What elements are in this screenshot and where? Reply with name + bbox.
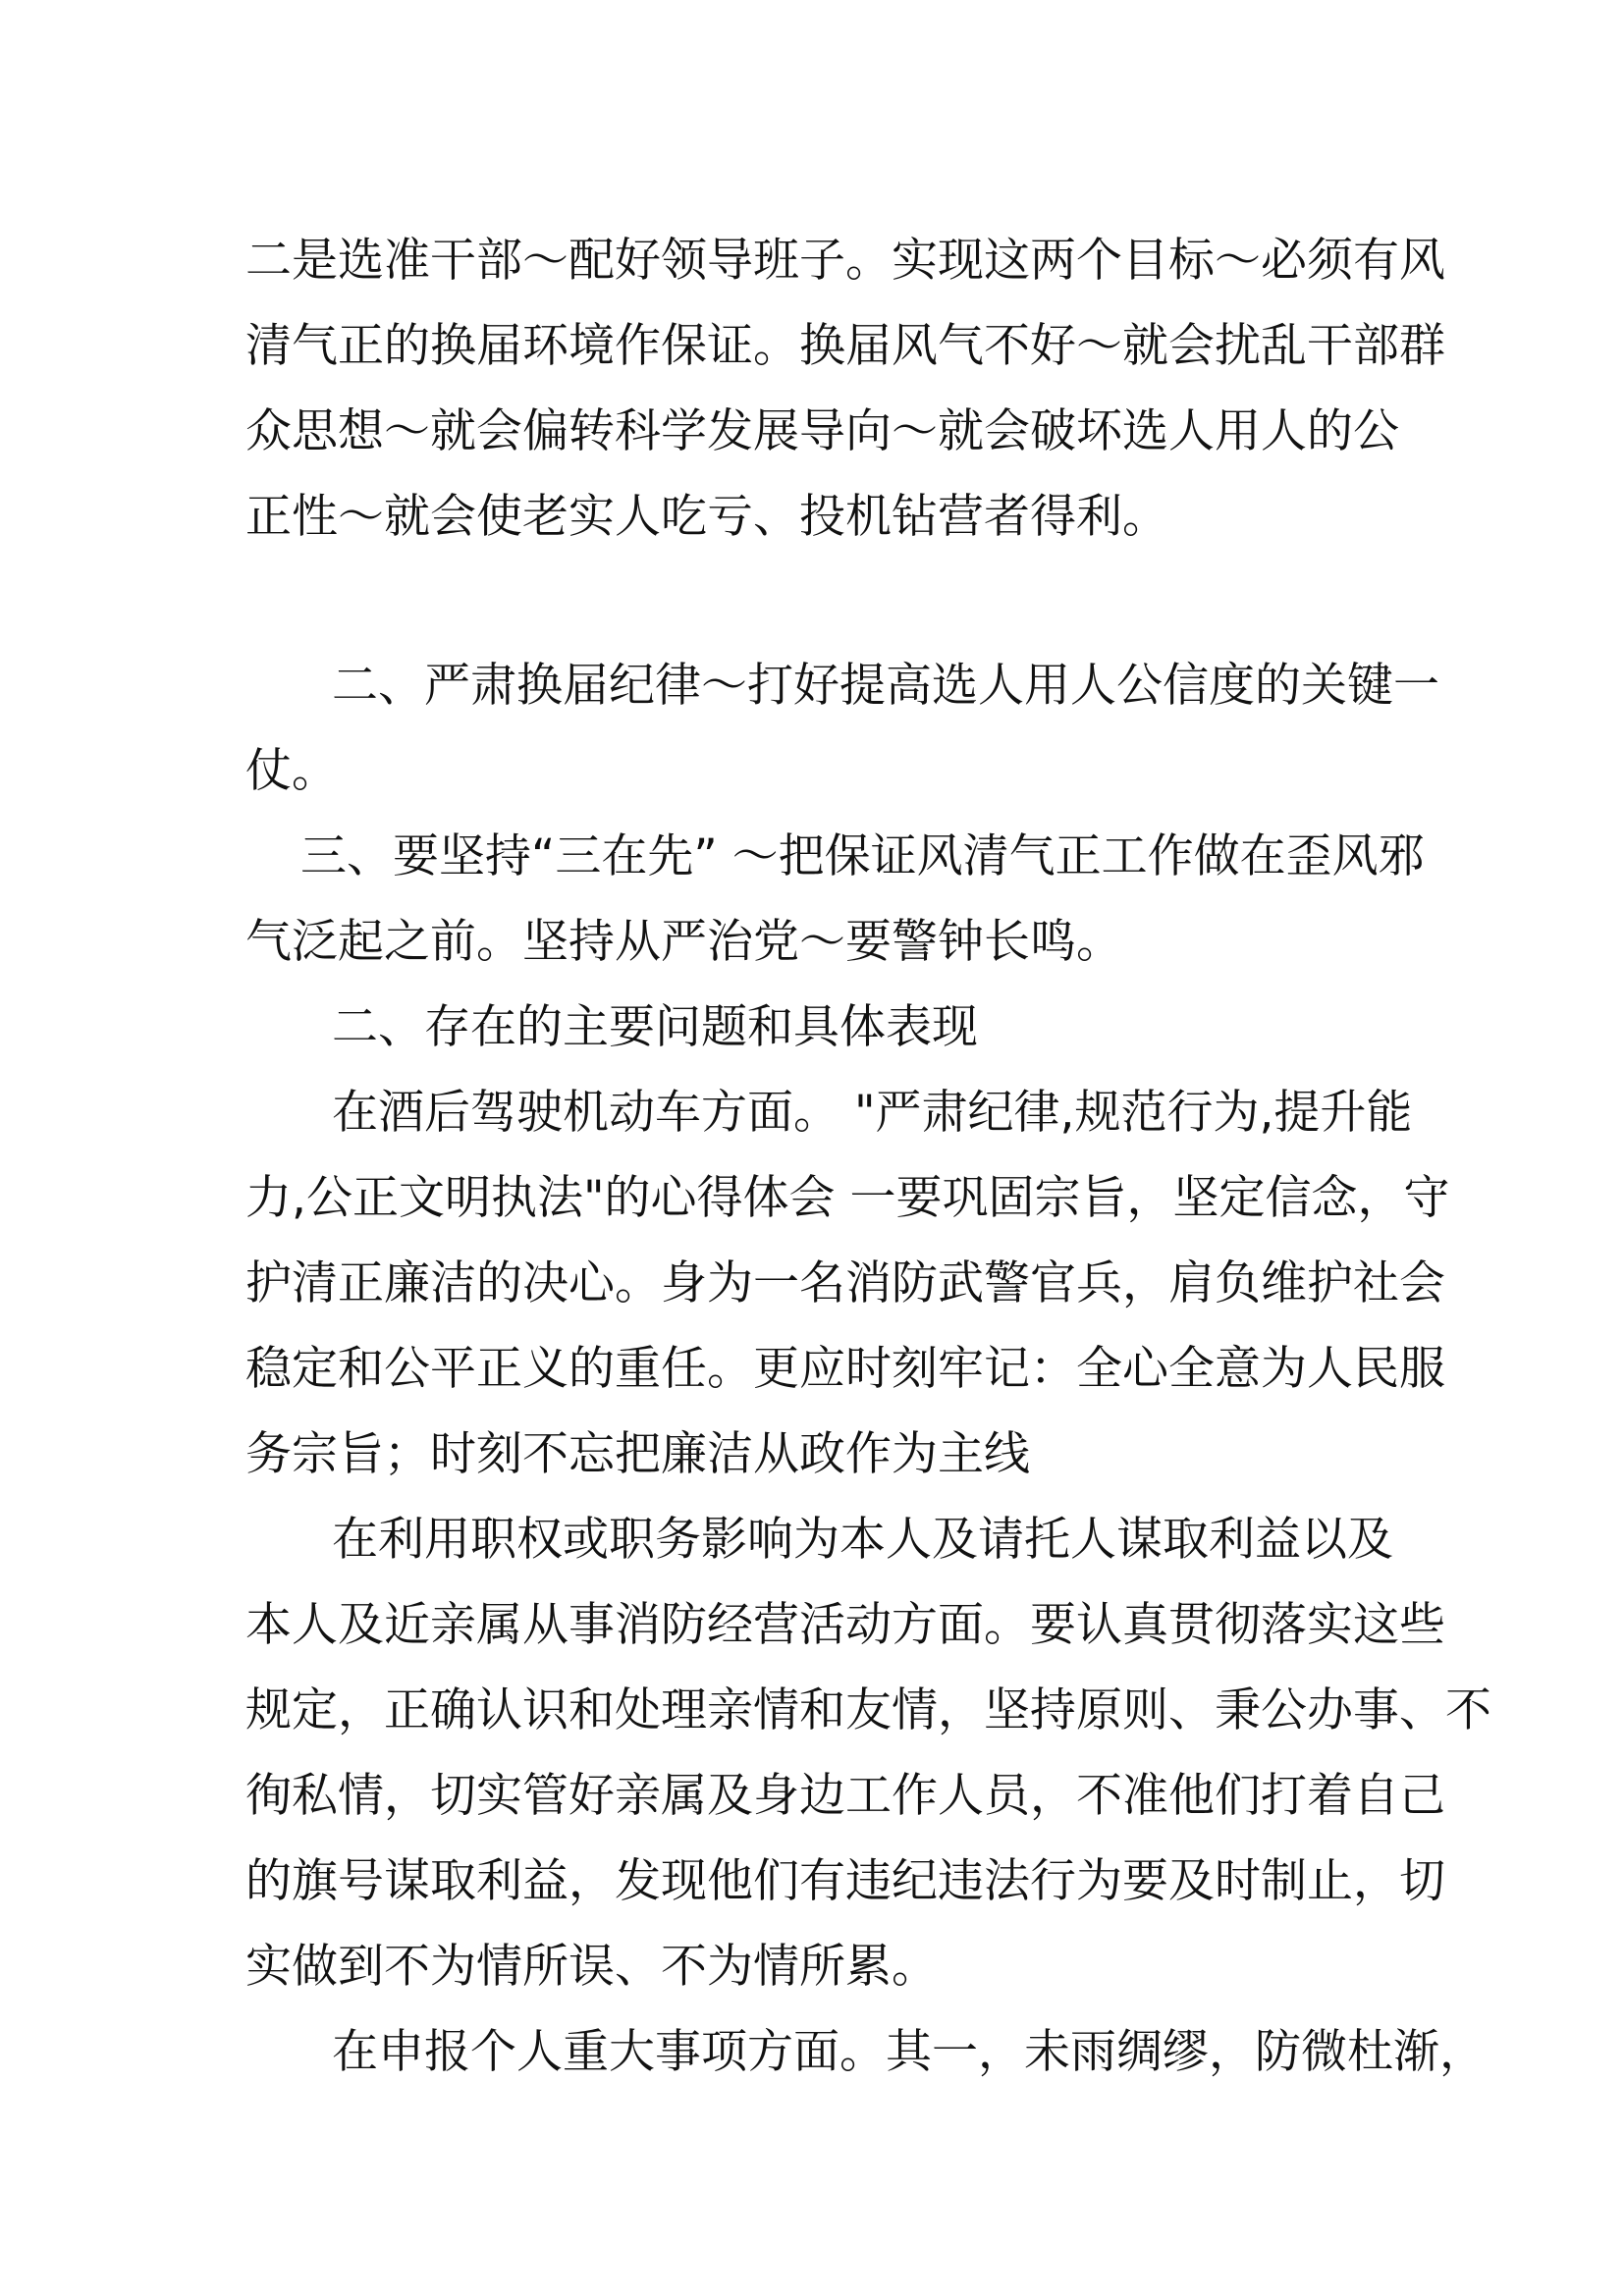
section-heading bbox=[245, 985, 1389, 1070]
paragraph-7 bbox=[245, 2009, 1486, 2095]
text-line: 二、存在的主要问题和具体表现 bbox=[332, 1000, 978, 1054]
text-line: 在利用职权或职务影响为本人及请托人谋取利益以及 bbox=[332, 1513, 1393, 1567]
text-line: 众思想～就会偏转科学发展导向～就会破坏选人用人的公 bbox=[245, 404, 1399, 458]
text-line: 在酒后驾驶机动车方面。 "严肃纪律,规范行为,提升能 bbox=[332, 1086, 1413, 1140]
text-line: 清气正的换届环境作保证。换届风气不好～就会扰乱干部群 bbox=[245, 319, 1445, 373]
text-line: 二是选准干部～配好领导班子。实现这两个目标～必须有风 bbox=[245, 234, 1445, 288]
text-line: 仗。 bbox=[245, 744, 338, 798]
text-line: 护清正廉洁的决心。身为一名消防武警官兵，肩负维护社会 bbox=[245, 1256, 1445, 1310]
text-line: 本人及近亲属从事消防经营活动方面。要认真贯彻落实这些 bbox=[245, 1598, 1445, 1652]
text-line: 规定，正确认识和处理亲情和友情，坚持原则、秉公办事、不 bbox=[245, 1683, 1491, 1737]
paragraph-2 bbox=[245, 643, 1439, 814]
text-line: 务宗旨；时刻不忘把廉洁从政作为主线 bbox=[245, 1427, 1030, 1481]
paragraph-6 bbox=[245, 1497, 1491, 2009]
paragraph-5 bbox=[245, 1070, 1450, 1497]
text-line: 实做到不为情所误、不为情所累。 bbox=[245, 1940, 938, 1994]
text-line: 稳定和公平正义的重任。更应时刻牢记：全心全意为人民服 bbox=[245, 1342, 1445, 1396]
text-line: 力,公正文明执法"的心得体会 一要巩固宗旨，坚定信念，守 bbox=[245, 1171, 1450, 1225]
text-line: 三、要坚持“三在先” ～把保证风清气正工作做在歪风邪 bbox=[300, 829, 1425, 883]
text-line: 正性～就会使老实人吃亏、投机钻营者得利。 bbox=[245, 490, 1168, 544]
text-line: 的旗号谋取利益，发现他们有违纪违法行为要及时制止，切 bbox=[245, 1854, 1445, 1908]
text-line: 气泛起之前。坚持从严治党～要警钟长鸣。 bbox=[245, 915, 1122, 969]
text-line: 在申报个人重大事项方面。其一，未雨绸缪，防微杜渐， bbox=[332, 2025, 1486, 2079]
text-line: 二、严肃换届纪律～打好提高选人用人公信度的关键一 bbox=[332, 659, 1439, 713]
text-line: 徇私情，切实管好亲属及身边工作人员，不准他们打着自己 bbox=[245, 1769, 1445, 1823]
paragraph-1 bbox=[245, 218, 1445, 560]
paragraph-3 bbox=[245, 814, 1425, 985]
